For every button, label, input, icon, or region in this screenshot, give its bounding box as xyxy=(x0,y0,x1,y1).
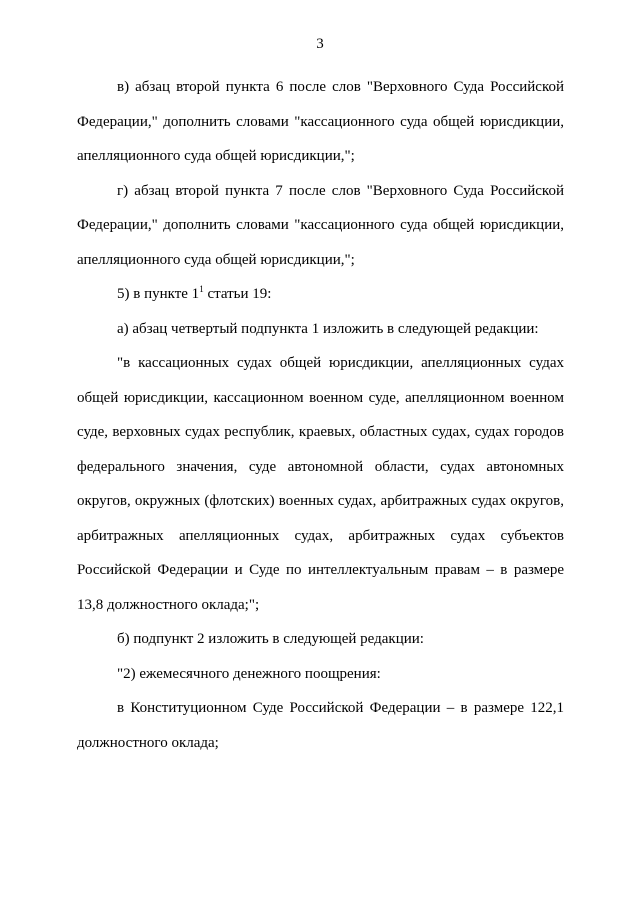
item5-suffix: статьи 19: xyxy=(203,286,272,302)
item5-prefix: 5) в пункте 1 xyxy=(117,286,200,302)
paragraph-item-g: г) абзац второй пункта 7 после слов "Верховного Суда Российской Федерации," дополнить словами "кассационного суда общей юрисдикции, апелляционного суда общей юрисдикции,"; xyxy=(77,182,564,268)
paragraph-quoted-courts: "в кассационных судах общей юрисдикции, апелляционных судах общей юрисдикции, кассационном военном суде, апелляционном военном суде, верховных судах республик, краевых, областных судах, судах городов федерального значения, суде автономной области, судах автономных округов, окружных (флотских) военных судах, арбитражных судах округов, арбитражных апелляционных судах, арбитражных судах субъектов Российской Федерации и Суде по интеллектуальным правам – в размере 13,8 должностного оклада;"; xyxy=(77,355,564,613)
paragraph-constitutional-court: в Конституционном Суде Российской Федерации – в размере 122,1 должностного оклада; xyxy=(77,700,564,751)
paragraph-item-5 xyxy=(77,277,564,312)
paragraph-item-v: в) абзац второй пункта 6 после слов "Верховного Суда Российской Федерации," дополнить словами "кассационного суда общей юрисдикции, апелляционного суда общей юрисдикции,"; xyxy=(77,79,564,164)
paragraph-item-b: б) подпункт 2 изложить в следующей редакции: xyxy=(117,631,424,647)
paragraph-monthly-bonus: "2) ежемесячного денежного поощрения: xyxy=(117,665,381,682)
paragraph-item-a: a) абзац четвертый подпункта 1 изложить в следующей редакции: xyxy=(117,320,539,337)
document-body xyxy=(77,70,564,760)
page-number: 3 xyxy=(316,36,324,52)
item5-superscript: 1 xyxy=(199,284,204,294)
